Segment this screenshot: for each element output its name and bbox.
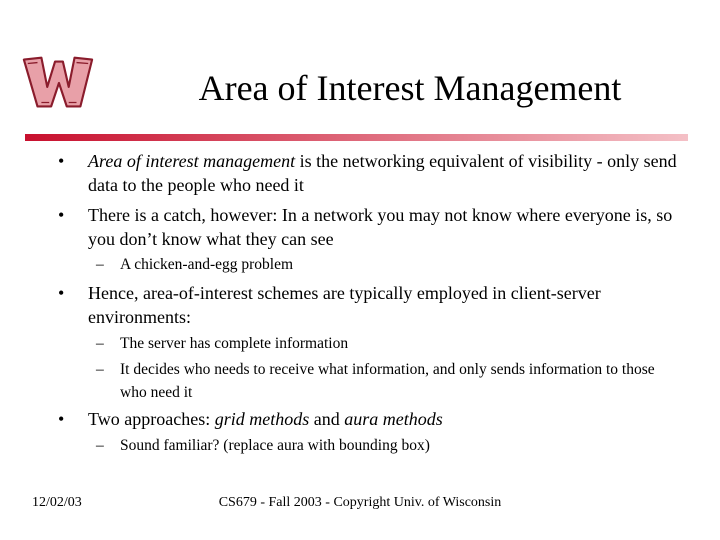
subbullet-text: A chicken-and-egg problem [120,256,294,273]
bullet-text: There is a catch, however: In a network you may not know where everyone is, so you don’t know what they can see [88,205,673,249]
bullet-item [58,149,678,197]
subbullet-item [96,253,656,276]
bullet-item [58,407,678,431]
footer-date: 12/02/03 [32,495,82,510]
bullet-glyph: • [58,283,65,303]
title-rule [25,134,688,141]
bullet-glyph: • [58,205,65,225]
bullet-text: Hence, area-of-interest schemes are typically employed in client-server environments: [88,283,601,327]
wisconsin-w-logo [18,44,96,122]
subbullet-item [96,434,656,457]
footer-copyright: CS679 - Fall 2003 - Copyright Univ. of Wisconsin [218,495,502,510]
subbullet-text: It decides who needs to receive what information, and only sends information to those who need it [120,361,655,401]
bullet-text [88,149,678,197]
subbullet-item [96,332,656,355]
emphasis-text: grid methods [214,409,310,429]
bullet-glyph: • [58,409,65,429]
bullet-text [88,407,678,431]
bullet-text-part: is the networking equivalent of visibility - only send data to the people who need it [88,151,677,195]
dash-glyph: – [96,256,104,273]
bullet-item [58,203,678,251]
bullet-item [58,281,678,329]
bullet-text-part: Two approaches: [88,409,215,429]
emphasis-text: aura methods [344,409,443,429]
dash-glyph: – [96,335,104,352]
emphasis-text: Area of interest management [88,151,296,171]
bullet-text-part: and [309,409,345,429]
dash-glyph: – [96,437,104,454]
dash-glyph: – [96,361,104,378]
subbullet-text: The server has complete information [120,335,349,352]
bullet-glyph: • [58,151,65,171]
subbullet-item [96,358,656,404]
slide-title: Area of Interest Management [198,68,622,108]
subbullet-text: Sound familiar? (replace aura with bounding box) [120,437,430,454]
